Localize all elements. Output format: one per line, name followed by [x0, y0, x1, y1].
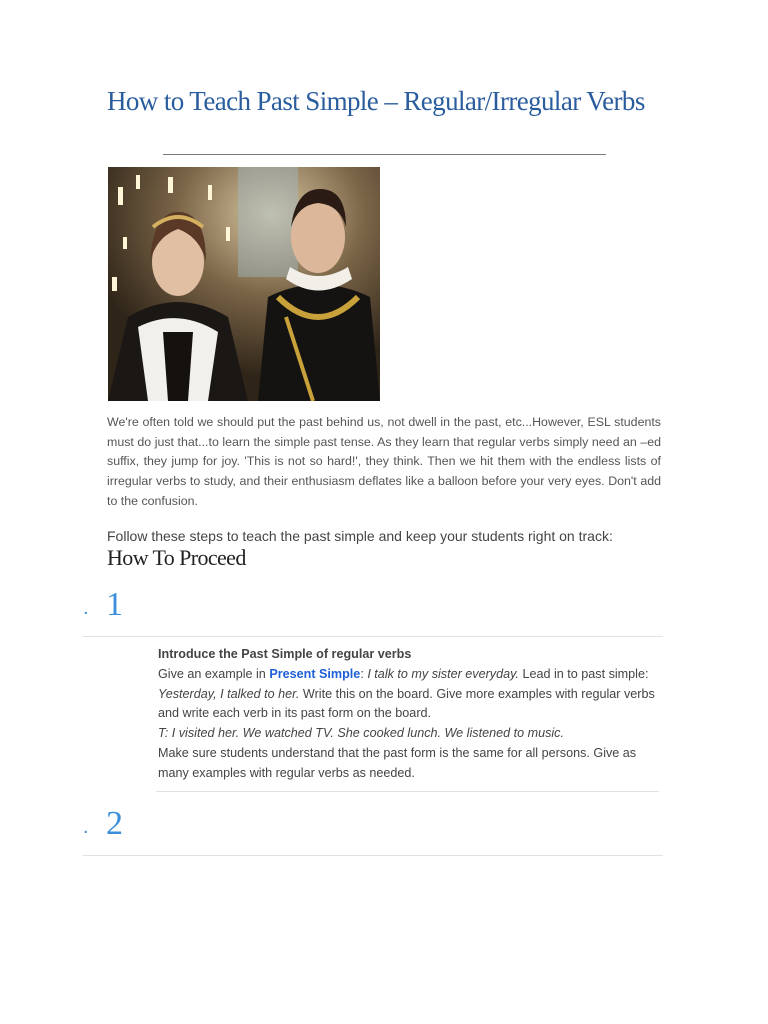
step-1-text: Write this on the board. Give more examples with regular verbs and write each verb in its past form on the board.: [158, 686, 655, 721]
step-2-number: 2: [106, 805, 123, 842]
step-1-example: I talk to my sister everyday.: [367, 666, 519, 681]
step-1-number: 1: [106, 586, 123, 623]
article-title: How to Teach Past Simple – Regular/Irregular Verbs: [107, 86, 645, 116]
follow-steps-text: Follow these steps to teach the past simple and keep your students right on track:: [107, 528, 613, 544]
step-1-closing: Make sure students understand that the past form is the same for all persons. Give as many examples with regular verbs as needed.: [158, 745, 637, 780]
present-simple-link[interactable]: Present Simple: [269, 666, 361, 681]
intro-paragraph: We're often told we should put the past behind us, not dwell in the past, etc...However, ESL students must do just that...to learn the simple past tense. As they learn that regular verbs simply need an –ed suffix, they jump for joy. 'This is not so hard!', they think. Then we hit them with the endless lists of irregular verbs to study, and their enthusiasm deflates like a balloon before your very eyes. Don't add to the confusion.: [107, 415, 661, 508]
step-1-heading: Introduce the Past Simple of regular verbs: [158, 647, 412, 661]
article-photo: [108, 167, 380, 401]
period-drama-photo: [108, 167, 380, 401]
step-1-text: Lead in to past simple:: [518, 666, 649, 681]
step-1-body: [158, 645, 658, 784]
teacher-example-line: T: I visited her. We watched TV. She cooked lunch. We listened to music.: [158, 726, 564, 741]
step-1-example: Yesterday, I talked to her.: [158, 686, 300, 701]
step-1-text: Give an example in: [158, 666, 270, 681]
step-1-paragraph: [158, 665, 658, 724]
step-1-divider: [83, 636, 663, 637]
step-2-divider: [83, 855, 663, 856]
title-divider: [163, 154, 606, 155]
step-2-bullet: .: [83, 816, 89, 838]
step-1-body-divider: [156, 791, 659, 792]
step-1-bullet: .: [83, 597, 89, 619]
step-1-text: :: [360, 666, 368, 681]
how-to-proceed-heading: How To Proceed: [107, 545, 246, 570]
